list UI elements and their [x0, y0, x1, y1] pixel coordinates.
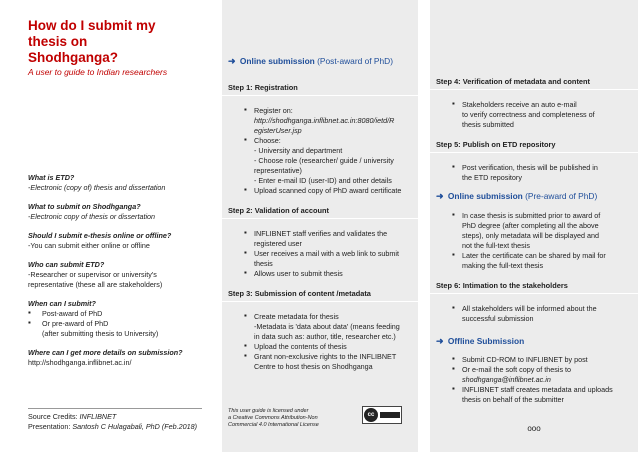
- step-4: [430, 74, 638, 136]
- offline-heading: [430, 336, 638, 347]
- faq-block: [28, 173, 198, 368]
- page-title-line2: Shodhganga?: [28, 50, 118, 65]
- faq-answer: representative (these all are stakeholders): [28, 280, 163, 289]
- arrow-right-icon: ➜: [436, 191, 444, 201]
- presentation-credits: [28, 422, 202, 432]
- faq-answer: -You can submit either online or offline: [28, 241, 150, 250]
- page-title-line1: How do I submit my thesis on: [28, 18, 156, 49]
- list-item: ▪ Register on: http://shodhganga.inflibnet.ac.in:8080/ietd/R egisterUser.jsp: [244, 106, 410, 136]
- step-2: [222, 203, 418, 285]
- step-body: [222, 219, 418, 285]
- license-line: This user guide is licensed under: [228, 408, 309, 414]
- faq-question: What to submit on Shodhganga?: [28, 202, 141, 211]
- post-award-heading: [222, 56, 418, 67]
- list-item: ▪ Later the certificate can be shared by mail for making the full-text thesis: [452, 251, 630, 271]
- presentation-label: Presentation:: [28, 422, 73, 431]
- pre-award-heading: [430, 191, 638, 202]
- faq-item: [28, 202, 198, 222]
- faq-item: [28, 231, 198, 251]
- source-credits: [28, 412, 202, 422]
- arrow-right-icon: ➜: [228, 56, 236, 66]
- step-1: [222, 80, 418, 202]
- left-column: [0, 0, 210, 452]
- step-heading: Step 2: Validation of account: [222, 203, 418, 219]
- list-item: ▪ Choose: - University and department - Choose role (researcher/ guide / university representative) - Enter e-mail ID (user-ID) and other details: [244, 136, 410, 186]
- step-body: [222, 302, 418, 378]
- list-item: ▪ Upload the contents of thesis: [244, 342, 410, 352]
- faq-question: When can I submit?: [28, 299, 96, 308]
- details-link[interactable]: http://shodhganga.inflibnet.ac.in/: [28, 358, 132, 367]
- list-item: ▪ Upload scanned copy of PhD award certificate: [244, 186, 410, 196]
- offline-body: [430, 351, 638, 411]
- source-value: INFLIBNET: [79, 412, 117, 421]
- step-heading: Step 1: Registration: [222, 80, 418, 96]
- step-heading: Step 6: Intimation to the stakeholders: [430, 278, 638, 294]
- faq-question: Where can I get more details on submission?: [28, 348, 183, 357]
- faq-item: [28, 173, 198, 193]
- list-item: ▪ INFLIBNET staff verifies and validates the registered user: [244, 229, 410, 249]
- cc-license-badge[interactable]: [362, 406, 402, 424]
- list-item: ▪ INFLIBNET staff creates metadata and uploads thesis on behalf of the submitter: [452, 385, 630, 405]
- faq-item-when: [28, 299, 198, 339]
- list-item: ▪ Grant non-exclusive rights to the INFLIBNET Centre to host thesis on Shodhganga: [244, 352, 410, 372]
- list-item: ▪ Post-award of PhD: [28, 309, 198, 319]
- list-item: ▪ Or pre-award of PhD: [28, 319, 198, 329]
- step-body: [430, 90, 638, 136]
- faq-item-details: [28, 348, 198, 368]
- list-item: ▪ In case thesis is submitted prior to award of PhD degree (after completing all the above steps), only metadata will be displayed and not the full-text thesis: [452, 211, 630, 251]
- faq-question: What is ETD?: [28, 173, 75, 182]
- post-award-paren: (Post-award of PhD): [317, 56, 393, 66]
- faq-question: Should I submit e-thesis online or offline?: [28, 231, 172, 240]
- pre-award-title: Online submission: [447, 191, 523, 201]
- list-item: ▪ All stakeholders will be informed about the successful submission: [452, 304, 630, 324]
- email-link[interactable]: shodhganga@inflibnet.ac.in: [462, 375, 551, 384]
- step-3: [222, 286, 418, 378]
- list-item: ▪ Allows user to submit thesis: [244, 269, 410, 279]
- step-heading: Step 5: Publish on ETD repository: [430, 137, 638, 153]
- post-award-title: Online submission: [239, 56, 315, 66]
- presentation-value: Santosh C Hulagabali, PhD (Feb.2018): [72, 422, 198, 431]
- pre-award-body: [430, 207, 638, 277]
- pre-award-paren: (Pre-award of PhD): [525, 191, 598, 201]
- list-item: ▪ Post verification, thesis will be published in the ETD repository: [452, 163, 630, 183]
- middle-column: [222, 0, 418, 452]
- list-item-continuation: (after submitting thesis to University): [42, 329, 159, 338]
- faq-answer: -Electronic copy of thesis or dissertation: [28, 212, 156, 221]
- step-6: [430, 278, 638, 330]
- arrow-right-icon: ➜: [436, 336, 444, 346]
- step-body: [222, 96, 418, 202]
- list-item: ▪ Create metadata for thesis -Metadata is 'data about data' (means feeding in data such as: author, title, researcher etc.): [244, 312, 410, 342]
- offline-title: Offline Submission: [447, 336, 525, 346]
- list-item: ▪ Or e-mail the soft copy of thesis to shodhganga@inflibnet.ac.in: [452, 365, 630, 385]
- list-item: ▪ Submit CD-ROM to INFLIBNET by post: [452, 355, 630, 365]
- step-heading: Step 3: Submission of content /metadata: [222, 286, 418, 302]
- right-column: [430, 0, 638, 452]
- source-label: Source Credits:: [28, 412, 80, 421]
- when-list: [28, 309, 198, 329]
- faq-answer: -Researcher or supervisor or university's: [28, 270, 157, 279]
- faq-question: Who can submit ETD?: [28, 260, 105, 269]
- step-body: [430, 294, 638, 330]
- end-mark: ooo: [527, 424, 541, 433]
- registration-link[interactable]: http://shodhganga.inflibnet.ac.in:8080/ietd/R: [254, 116, 395, 125]
- list-item: ▪ User receives a mail with a web link to submit thesis: [244, 249, 410, 269]
- license-text: [228, 408, 358, 429]
- step-5: [430, 137, 638, 189]
- license-line: a Creative Commons Attribution-Non: [228, 415, 318, 421]
- page-subtitle: A user to guide to Indian researchers: [28, 67, 168, 77]
- faq-item: [28, 260, 198, 290]
- credits: [28, 408, 202, 432]
- faq-answer: -Electronic (copy of) thesis and dissertation: [28, 183, 166, 192]
- cc-icon: cc: [364, 408, 378, 422]
- step-heading: Step 4: Verification of metadata and content: [430, 74, 638, 90]
- license-line: Commercial 4.0 International License: [228, 422, 319, 428]
- list-item: ▪ Stakeholders receive an auto e-mail to verify correctness and completeness of thesis submitted: [452, 100, 630, 130]
- cc-bar-icon: [380, 412, 400, 418]
- step-body: [430, 153, 638, 189]
